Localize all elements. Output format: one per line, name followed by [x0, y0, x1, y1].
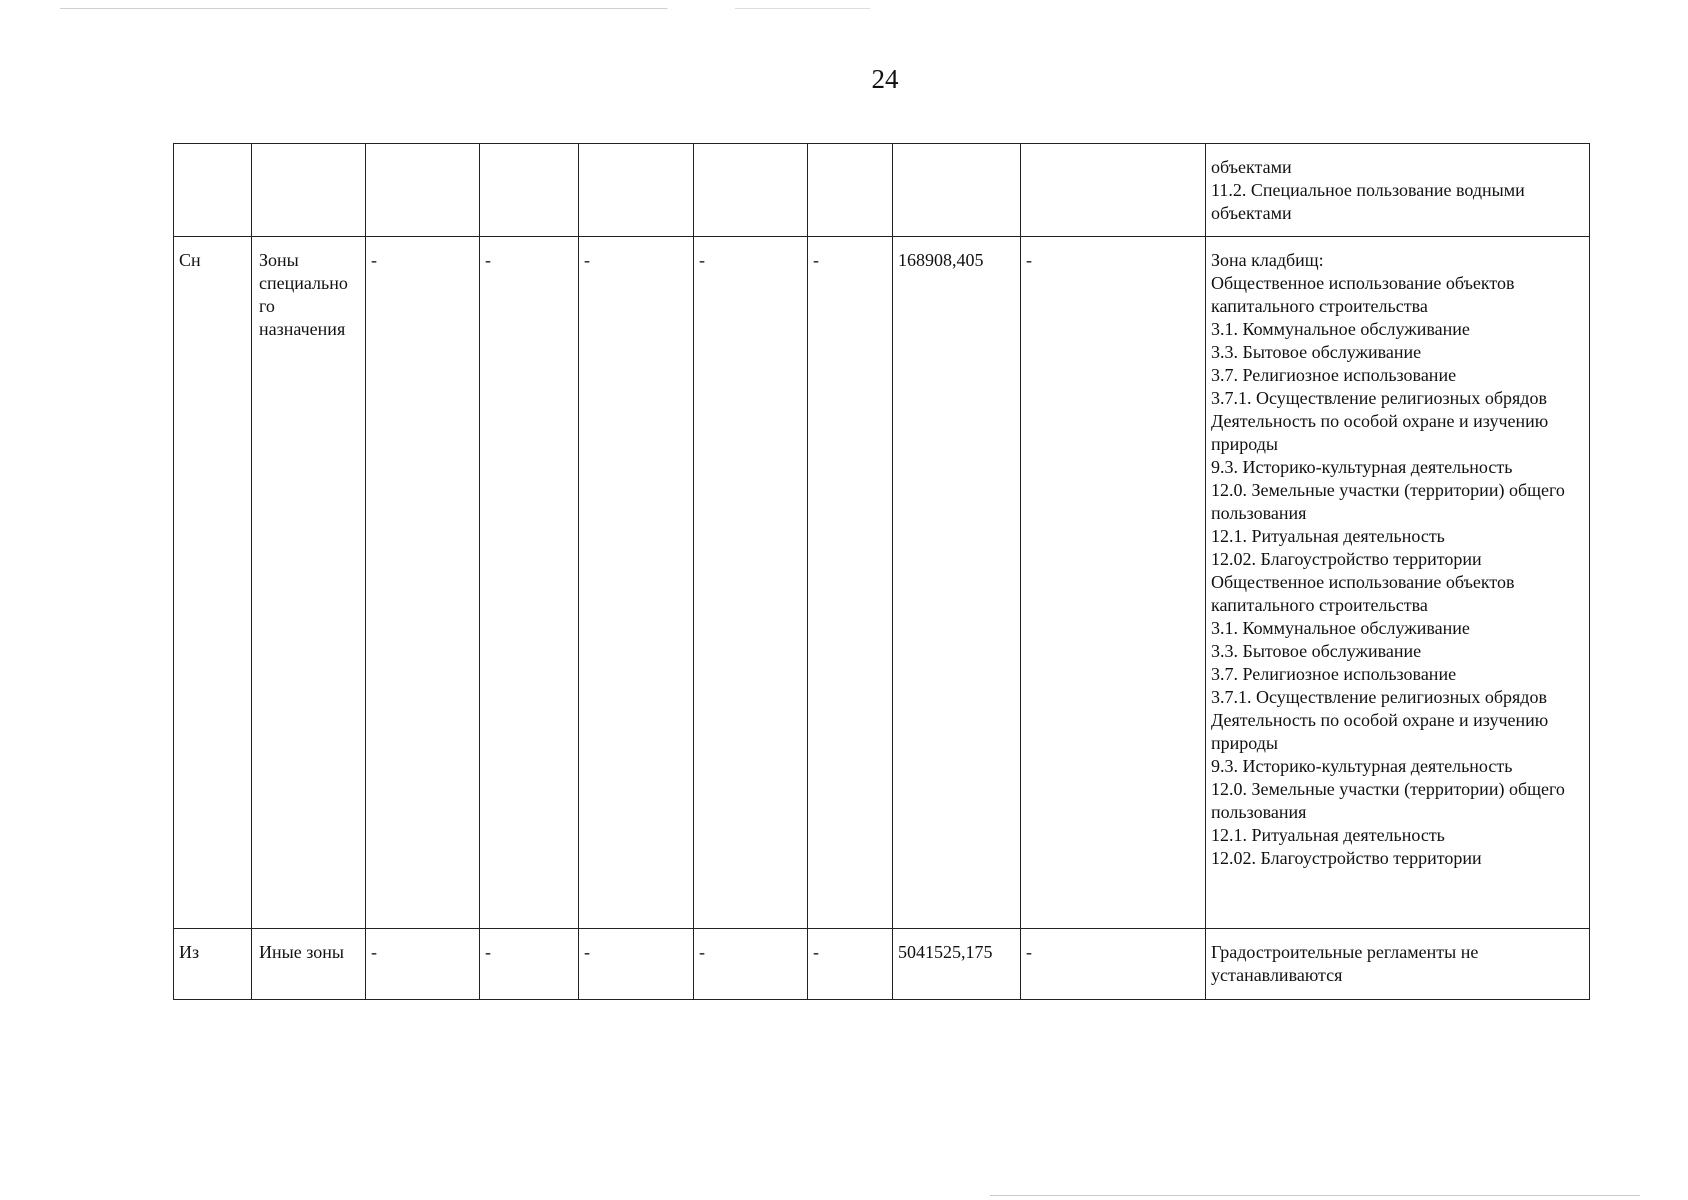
cell-permitted-uses [1206, 237, 1590, 929]
use-line: 3.7. Религиозное использование [1211, 365, 1457, 385]
use-line: 11.2. Специальное пользование водными объектами [1211, 180, 1525, 223]
cell-name: Зоны специально го назначения [252, 237, 366, 929]
cell-area: 168908,405 [893, 237, 1021, 929]
use-line: 12.1. Ритуальная деятельность [1211, 526, 1445, 546]
use-line: 3.1. Коммунальное обслуживание [1211, 618, 1470, 638]
cell-name [252, 144, 366, 237]
cell-col4: - [480, 929, 579, 1000]
use-line: 3.1. Коммунальное обслуживание [1211, 319, 1470, 339]
cell-col7: - [808, 929, 893, 1000]
cell-permitted-uses [1206, 929, 1590, 1000]
use-line: 3.7.1. Осуществление религиозных обрядов [1211, 687, 1547, 707]
use-line: 12.0. Земельные участки (территории) общего пользования [1211, 480, 1565, 523]
use-line: 12.0. Земельные участки (территории) общего пользования [1211, 779, 1565, 822]
cell-col7 [808, 144, 893, 237]
use-line: Зона кладбищ: [1211, 250, 1324, 270]
use-line: 3.7. Религиозное использование [1211, 664, 1457, 684]
cell-col5: - [579, 929, 694, 1000]
cell-col6: - [694, 929, 808, 1000]
use-line: Деятельность по особой охране и изучению природы [1211, 411, 1549, 454]
cell-code: Сн [174, 237, 252, 929]
cell-col9: - [1021, 237, 1206, 929]
cell-col9: - [1021, 929, 1206, 1000]
use-line: 3.3. Бытовое обслуживание [1211, 641, 1422, 661]
cell-col4 [480, 144, 579, 237]
use-line: 9.3. Историко-культурная деятельность [1211, 457, 1513, 477]
use-line: объектами [1211, 157, 1292, 177]
cell-col6 [694, 144, 808, 237]
table-row-other-zones [174, 929, 1590, 1000]
scan-artifact-top [60, 8, 1410, 9]
cell-col6: - [694, 237, 808, 929]
cell-col5 [579, 144, 694, 237]
cell-col9 [1021, 144, 1206, 237]
use-line: Деятельность по особой охране и изучению природы [1211, 710, 1549, 753]
use-line: 9.3. Историко-культурная деятельность [1211, 756, 1513, 776]
cell-col3: - [366, 237, 480, 929]
zones-table [173, 143, 1590, 1000]
cell-col7: - [808, 237, 893, 929]
use-line: 12.02. Благоустройство территории [1211, 549, 1482, 569]
use-line: Градостроительные регламенты не устанавливаются [1211, 942, 1479, 985]
use-line: 3.7.1. Осуществление религиозных обрядов [1211, 388, 1547, 408]
cell-code: Из [174, 929, 252, 1000]
scan-artifact-bottom [990, 1195, 1640, 1196]
cell-col4: - [480, 237, 579, 929]
cell-col5: - [579, 237, 694, 929]
cell-permitted-uses [1206, 144, 1590, 237]
use-line: 12.02. Благоустройство территории [1211, 848, 1482, 868]
cell-col3: - [366, 929, 480, 1000]
cell-code [174, 144, 252, 237]
cell-area: 5041525,175 [893, 929, 1021, 1000]
use-line: Общественное использование объектов капитального строительства [1211, 273, 1515, 316]
use-line: 12.1. Ритуальная деятельность [1211, 825, 1445, 845]
cell-col3 [366, 144, 480, 237]
cell-area [893, 144, 1021, 237]
table-row-special-zones [174, 237, 1590, 929]
cell-name: Иные зоны [252, 929, 366, 1000]
page-number: 24 [871, 64, 899, 94]
table-row-continuation [174, 144, 1590, 237]
use-line: Общественное использование объектов капитального строительства [1211, 572, 1515, 615]
use-line: 3.3. Бытовое обслуживание [1211, 342, 1422, 362]
